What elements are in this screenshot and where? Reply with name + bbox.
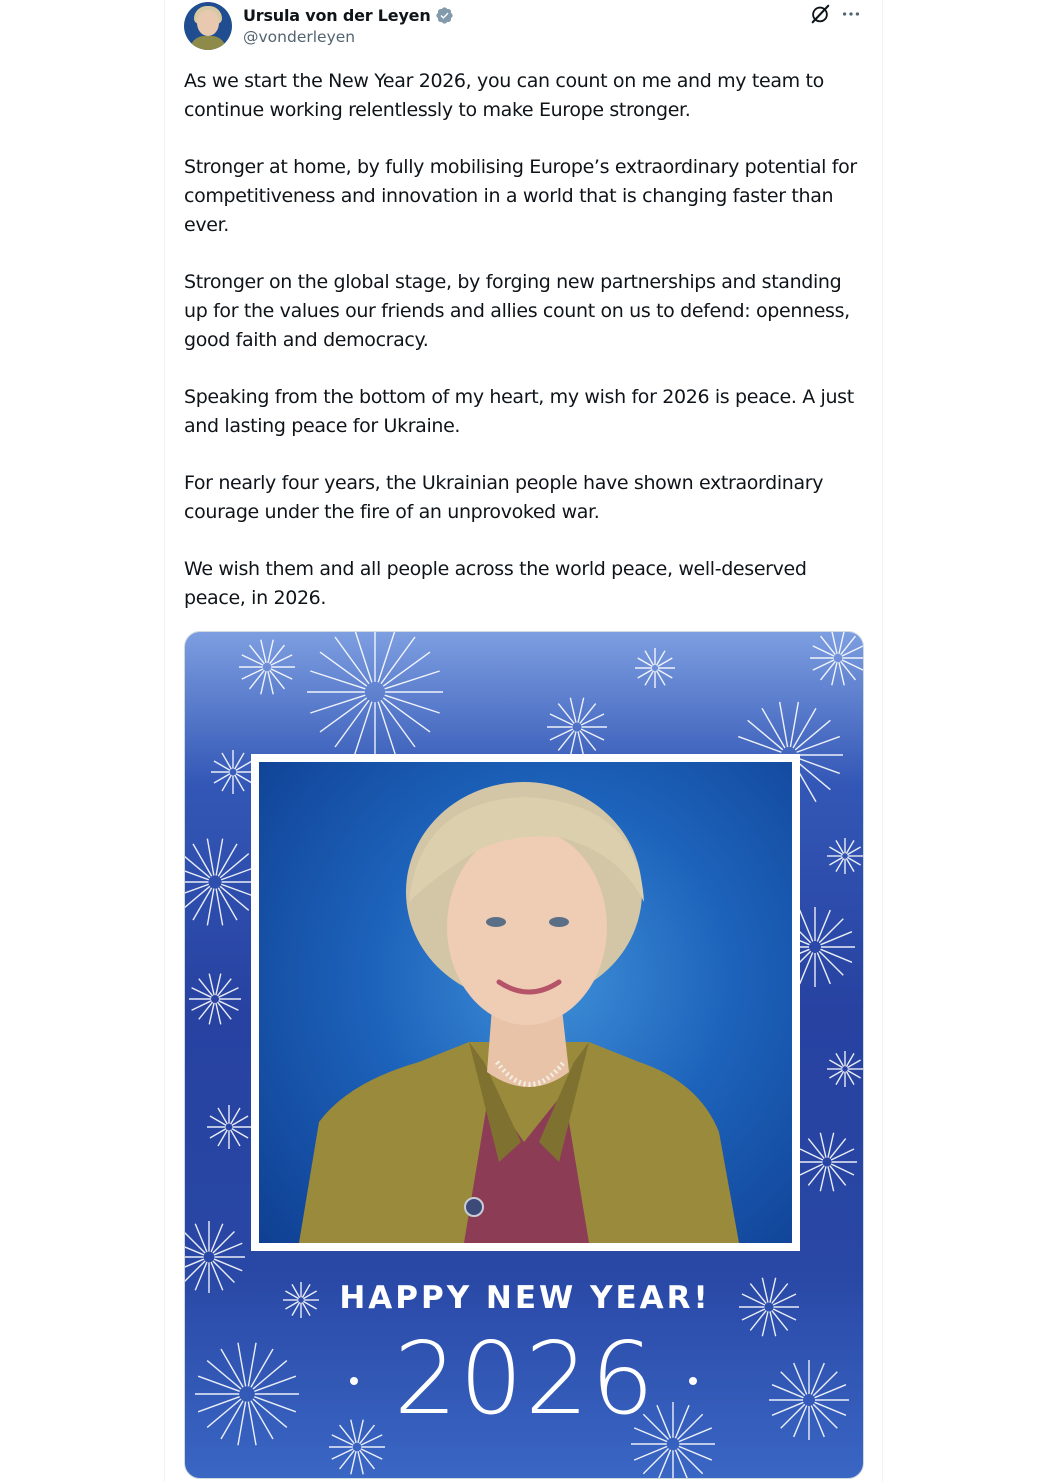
firework-burst [211, 750, 255, 794]
year-dot-right [689, 1377, 697, 1385]
firework-burst [239, 640, 295, 695]
firework-burst [810, 632, 864, 685]
tweet-paragraph: Stronger at home, by fully mobilising Europe’s extraordinary potential for competitiveness and innovation in a world that is changing faster than ever. [184, 156, 857, 236]
handle[interactable]: @vonderleyen [243, 28, 356, 46]
firework-burst [189, 974, 241, 1025]
firework-burst [547, 698, 607, 756]
grok-icon[interactable] [809, 3, 831, 25]
tweet-text [184, 67, 866, 641]
tweet-paragraph: For nearly four years, the Ukrainian people have shown extraordinary courage under the fire of an unprovoked war. [184, 472, 824, 523]
greeting-text: HAPPY NEW YEAR! [339, 1280, 711, 1316]
avatar[interactable] [184, 2, 232, 50]
firework-burst [307, 632, 443, 760]
firework-burst [827, 838, 863, 874]
year-dot-left [350, 1377, 358, 1385]
firework-burst [207, 1105, 251, 1149]
photo-frame [251, 754, 800, 1251]
firework-burst [797, 1133, 857, 1191]
portrait-photo [259, 762, 792, 1243]
tweet-paragraph: As we start the New Year 2026, you can count on me and my team to continue working relentlessly to make Europe stronger. [184, 70, 824, 121]
verified-badge-icon [435, 6, 454, 25]
tweet-paragraph: We wish them and all people across the world peace, well-deserved peace, in 2026. [184, 558, 807, 609]
firework-burst [185, 839, 259, 926]
firework-burst [635, 648, 675, 688]
firework-burst [827, 1051, 863, 1087]
tweet-column [164, 0, 883, 1482]
year-text: 2026 [393, 1320, 657, 1437]
tweet-paragraph: Stronger on the global stage, by forging new partnerships and standing up for the values our friends and allies count on us to defend: openness, good faith and democracy. [184, 271, 850, 351]
tweet-paragraph: Speaking from the bottom of my heart, my wish for 2026 is peace. A just and lasting peace for Ukraine. [184, 386, 854, 437]
display-name[interactable]: Ursula von der Leyen [243, 5, 431, 25]
tweet-media-image[interactable] [184, 631, 864, 1479]
tweet-header [184, 0, 864, 56]
name-row [243, 4, 454, 26]
more-options-icon[interactable] [840, 3, 862, 25]
